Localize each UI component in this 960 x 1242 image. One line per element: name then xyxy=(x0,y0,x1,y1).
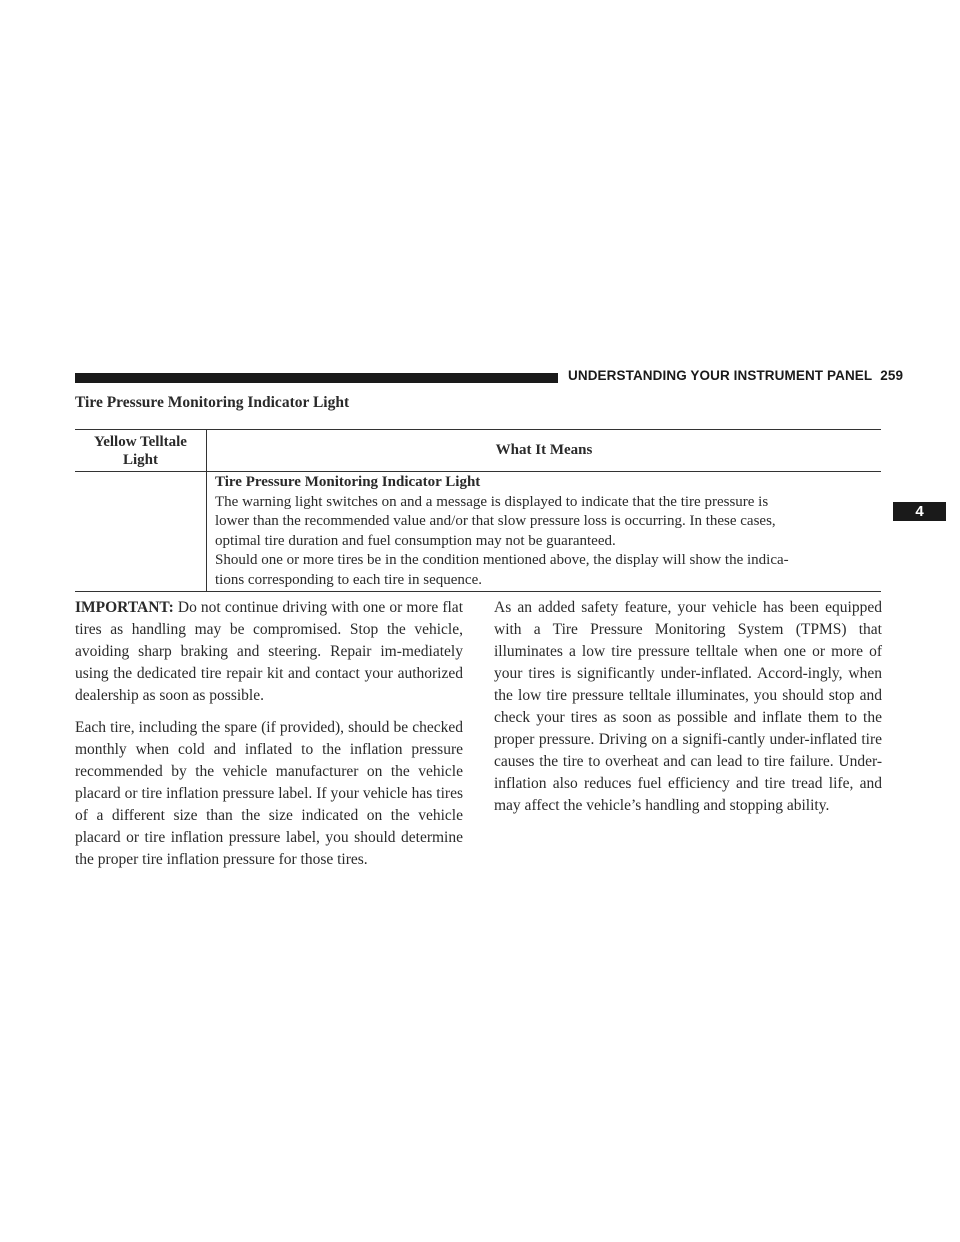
chapter-tab: 4 xyxy=(893,502,946,521)
important-paragraph xyxy=(75,597,463,707)
meaning-cell xyxy=(207,472,882,592)
spare-tire-paragraph: Each tire, including the spare (if provided), should be checked monthly when cold and inflated to the inflation pressure recommended by the vehicle manufacturer on the vehicle placard or tire inflation pressure label. If your vehicle has tires of a different size than the size indicated on the vehicle placard or tire inflation pressure label, you should determine the proper tire inflation pressure for those tires. xyxy=(75,719,463,868)
table-row xyxy=(75,472,881,592)
meaning-line: optimal tire duration and fuel consumption may not be guaranteed. xyxy=(215,532,616,549)
table-header-row xyxy=(75,430,881,472)
section-title: Tire Pressure Monitoring Indicator Light xyxy=(75,394,350,411)
meaning-line: The warning light switches on and a message is displayed to indicate that the tire pressure is xyxy=(215,493,769,510)
table-header-telltale xyxy=(75,430,207,472)
important-label: IMPORTANT: xyxy=(75,599,174,616)
meaning-line: lower than the recommended value and/or that slow pressure loss is occurring. In these cases, xyxy=(215,513,776,529)
header-section-title: UNDERSTANDING YOUR INSTRUMENT PANEL xyxy=(568,368,873,383)
telltale-icon-cell xyxy=(75,472,207,592)
indicator-table xyxy=(75,429,881,592)
left-column xyxy=(75,597,463,881)
important-text: Do not continue driving with one or more flat tires as handling may be compromised. Stop the vehicle, avoiding sharp braking and steering. Repair im-mediately using the dedicated tire repair kit and contact your authorized dealership as soon as possible. xyxy=(75,599,463,704)
table-header-meaning: What It Means xyxy=(207,430,882,472)
right-column xyxy=(494,597,882,827)
tpms-paragraph: As an added safety feature, your vehicle has been equipped with a Tire Pressure Monitoring System (TPMS) that illuminates a low tire pressure telltale when one or more of your tires is significantly under-inflated. Accord-ingly, when the low tire pressure telltale illuminates, you should stop and check your tires as soon as possible and inflate them to the proper pressure. Driving on a signifi-cantly under-inflated tire causes the tire to overheat and can lead to tire failure. Under-inflation also reduces fuel efficiency and tire tread life, and may affect the vehicle’s handling and stopping ability. xyxy=(494,599,882,814)
page-number: 259 xyxy=(880,368,904,383)
running-header xyxy=(568,368,903,383)
table-header-telltale-line1: Yellow Telltale xyxy=(94,433,187,450)
meaning-line: tions corresponding to each tire in sequence. xyxy=(215,571,482,588)
header-rule xyxy=(75,373,558,383)
meaning-line: Should one or more tires be in the condition mentioned above, the display will show the indica- xyxy=(215,552,789,568)
meaning-title: Tire Pressure Monitoring Indicator Light xyxy=(215,474,481,490)
table-header-telltale-line2: Light xyxy=(122,451,158,468)
